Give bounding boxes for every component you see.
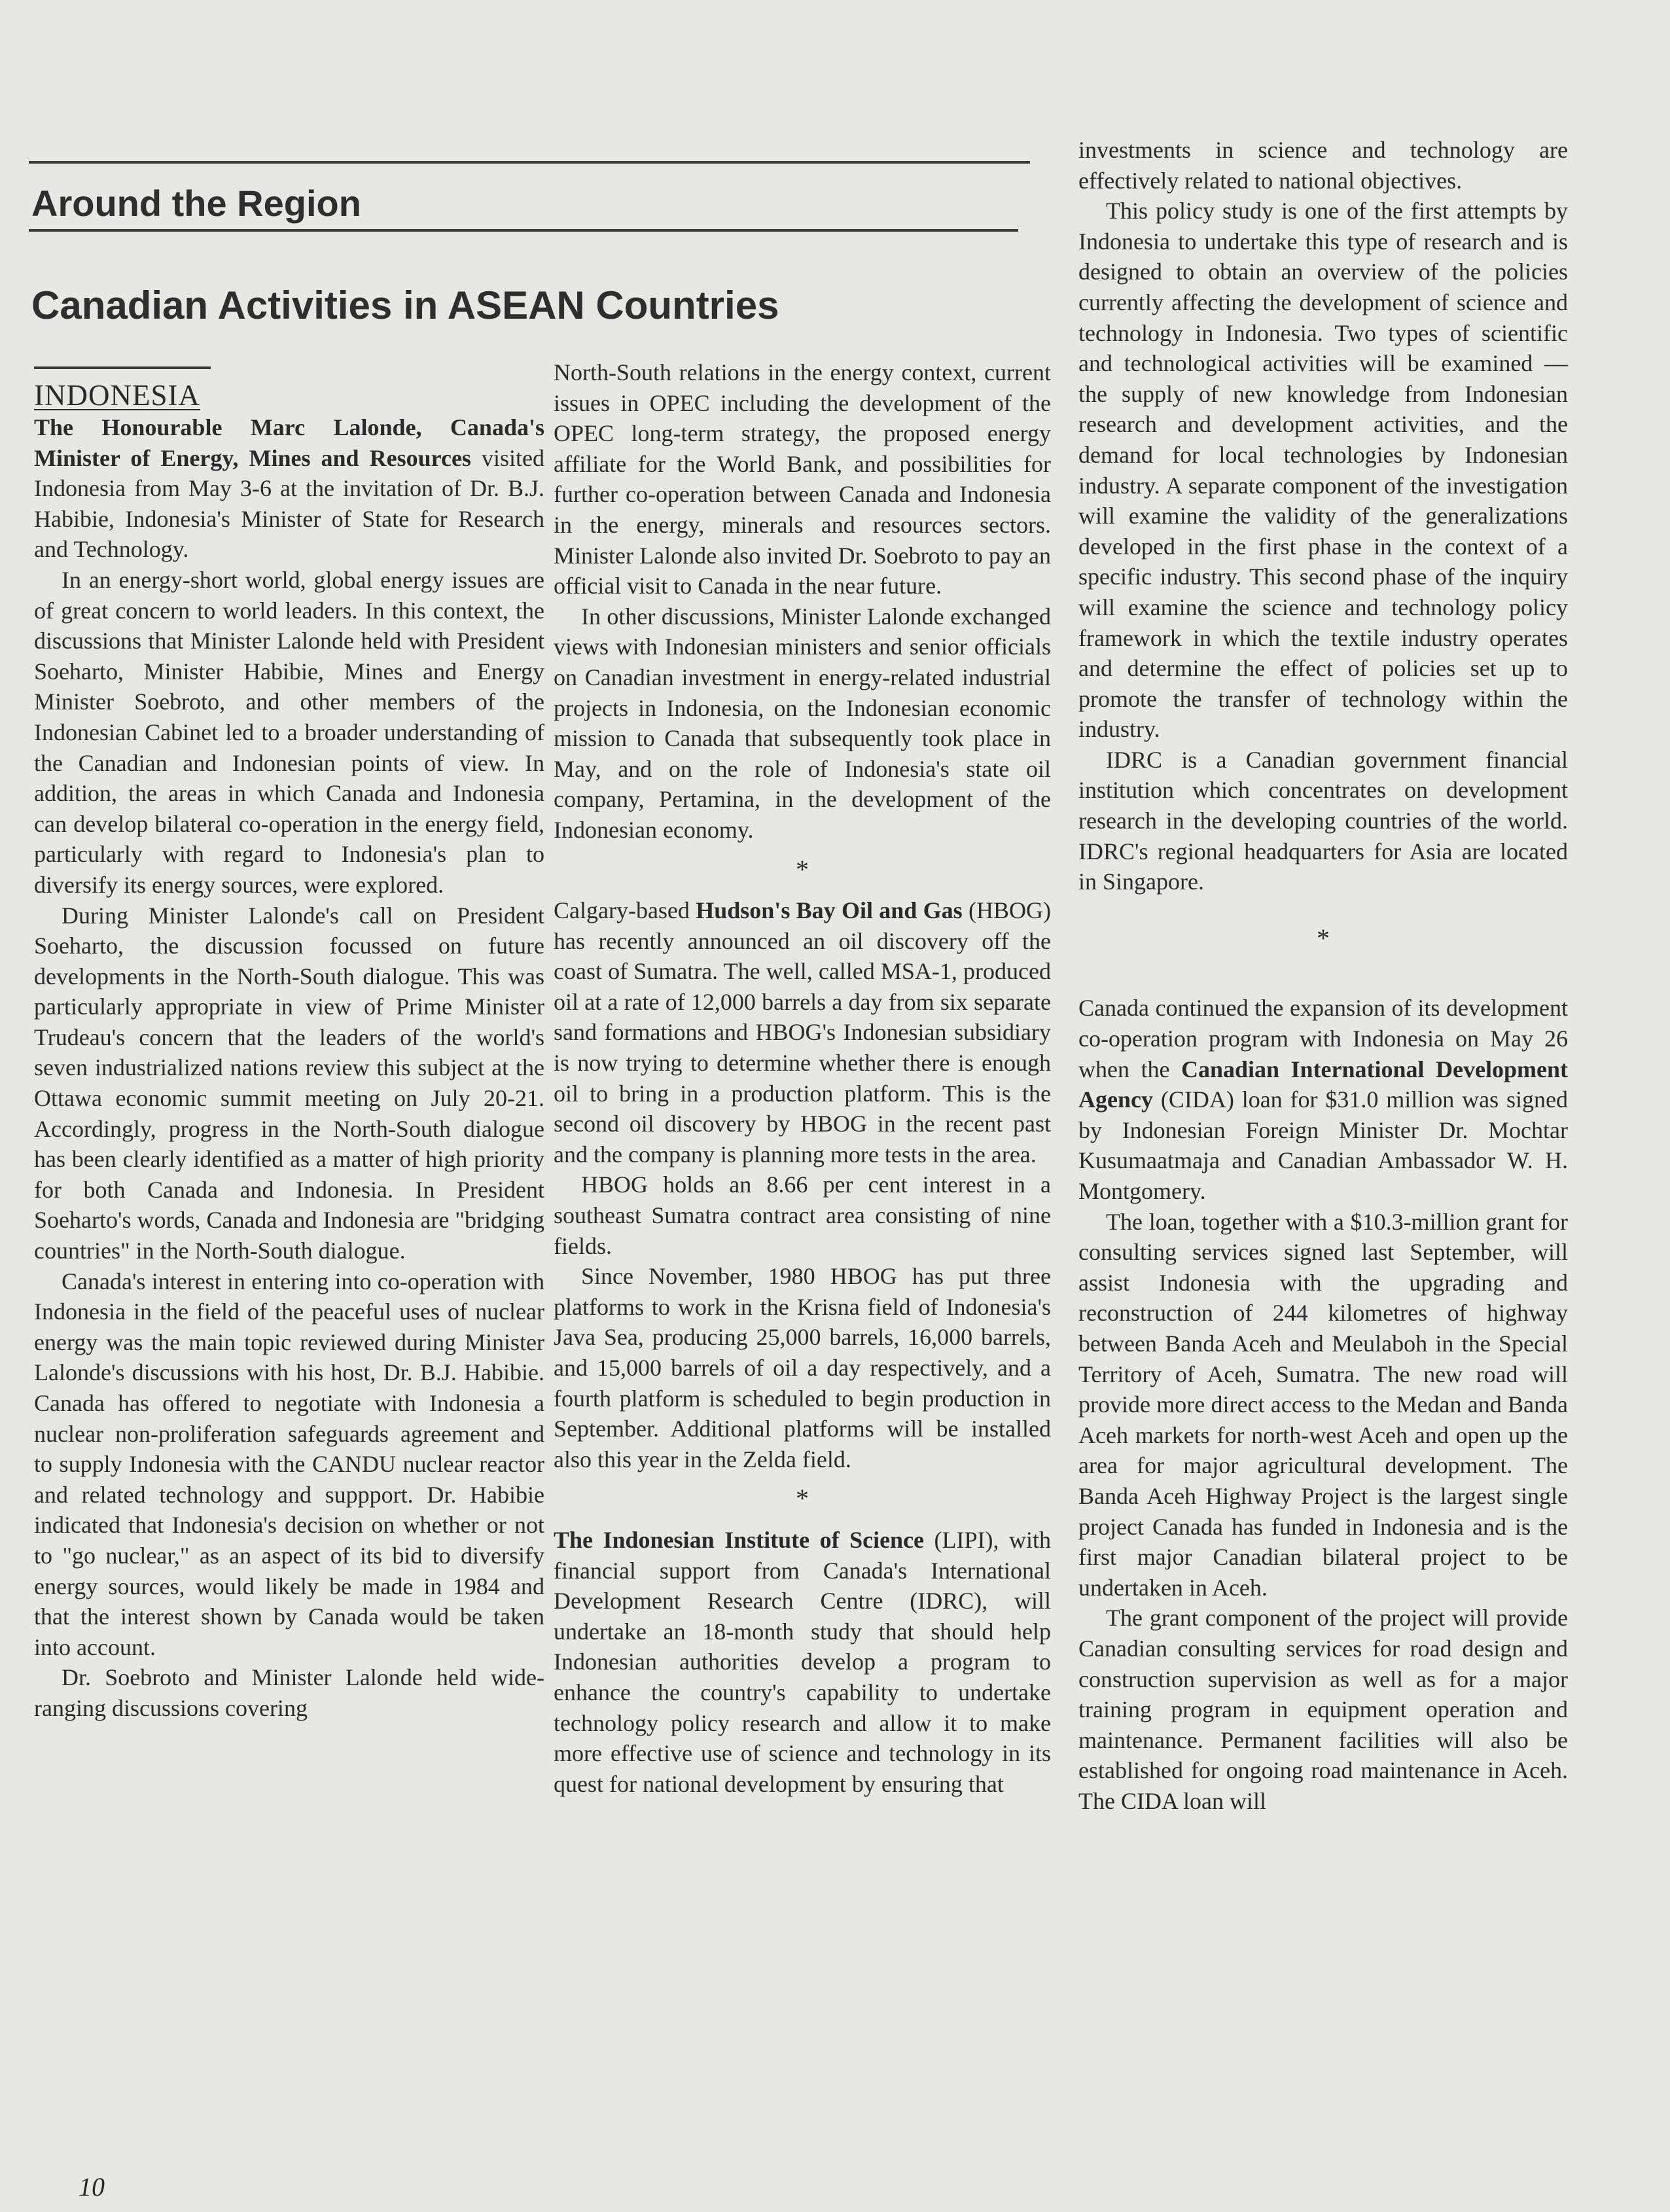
col3-paragraph-4 — [1078, 993, 1568, 1206]
col2-paragraph-4: HBOG holds an 8.66 per cent interest in a southeast Sumatra contract area consisting of nine fields. — [554, 1171, 1051, 1259]
col2-p3-pre: Calgary-based — [554, 897, 696, 924]
separator-star: * — [796, 1484, 809, 1514]
col1-p1-rest: visited Indonesia from May 3-6 at the invitation of Dr. B.J. Habibie, Indonesia's Minister of State for Research and Technology. — [34, 444, 544, 563]
col3-p4-rest: (CIDA) loan for $31.0 million was signed by Indonesian Foreign Minister Dr. Mochtar Kusumaatmaja and Canadian Ambassador W. H. Montgomery. — [1078, 1086, 1568, 1204]
cida-name-bold: Canadian International Development Agency — [1078, 1056, 1568, 1113]
col3-paragraph-1: investments in science and technology are effectively related to national objectives. — [1078, 137, 1568, 194]
article-title: Canadian Activities in ASEAN Countries — [31, 283, 779, 327]
col3-paragraph-5: The loan, together with a $10.3-million grant for consulting services signed last September, will assist Indonesia with the upgrading and reconstruction of 244 kilometres of highway between Banda Aceh and Meulaboh in the Special Territory of Aceh, Sumatra. The new road will provide more direct access to the Medan and Banda Aceh markets for north-west Aceh and open up the area for major agricultural development. The Banda Aceh Highway Project is the largest single project Canada has funded in Indonesia and is the first major Canadian bilateral project to be undertaken in Aceh. — [1078, 1208, 1568, 1601]
separator-star: * — [1317, 923, 1330, 953]
col3-paragraph-2: This policy study is one of the first attempts by Indonesia to undertake this type of research and is designed to obtain an overview of the policies currently affecting the development of science and technology in Indonesia. Two types of scientific and technological activities will be examined — the supply of new knowledge from Indonesian research and development activities, and the demand for local technologies by Indonesian industry. A separate component of the investigation will examine the validity of the generalizations developed in the first phase in the context of a specific industry. This second phase of the inquiry will examine the science and technology policy framework in which the textile industry operates and determine the effect of policies set up to promote the transfer of technology within the industry. — [1078, 198, 1568, 743]
col3-paragraph-6: The grant component of the project will provide Canadian consulting services for road design and construction supervision as well as for a major training program in equipment operation and maintenance. Permanent facilities will also be established for ongoing road maintenance in Aceh. The CIDA loan will — [1078, 1605, 1568, 1814]
col1-paragraph-4: Canada's interest in entering into co-operation with Indonesia in the field of the peaceful uses of nuclear energy was the main topic reviewed during Minister Lalonde's discussions with his host, Dr. B.J. Habibie. Canada has offered to negotiate with Indonesia a nuclear non-proliferation safeguards agreement and to supply Indonesia with the CANDU nuclear reactor and related technology and suppport. Dr. Habibie indicated that Indonesia's decision on whether or not to "go nuclear," as an aspect of its bid to diversify energy sources, would likely be made in 1984 and that the interest shown by Canada would be taken into account. — [34, 1268, 544, 1660]
col2-p6-rest: (LIPI), with financial support from Canada's International Development Research Centre (IDRC), will undertake an 18-month study that should help Indonesian authorities develop a program to enhance the country's capability to undertake technology policy research and allow it to make more effective use of science and technology in its quest for national development by ensuring that — [554, 1526, 1052, 1797]
separator-star: * — [796, 854, 809, 884]
column-3 — [1078, 135, 1568, 1816]
col2-p3-rest: (HBOG) has recently announced an oil discovery off the coast of Sumatra. The well, called MSA-1, produced oil at a rate of 12,000 barrels a day from six separate sand formations and HBOG's Indonesian subsidiary is now trying to determine whether there is enough oil to bring in a production platform. This is the second oil discovery by HBOG in the recent past and the company is planning more tests in the area. — [554, 897, 1051, 1168]
col3-paragraph-3: IDRC is a Canadian government financial institution which concentrates on development research in the developing countries of the world. IDRC's regional headquarters for Asia are located in Singapore. — [1078, 746, 1568, 895]
country-heading: INDONESIA — [34, 366, 544, 412]
col2-paragraph-3 — [554, 895, 1051, 1169]
lipi-name-bold: The Indonesian Institute of Science — [554, 1526, 925, 1553]
section-header: Around the Region — [31, 183, 361, 224]
header-top-rule — [29, 161, 1030, 164]
col1-paragraph-3: During Minister Lalonde's call on President Soeharto, the discussion focussed on future developments in the North-South dialogue. This was particularly appropriate in view of Prime Minister Trudeau's concern that the leaders of the world's seven industrialized nations review this subject at the Ottawa economic summit meeting on July 20-21. Accordingly, progress in the North-South dialogue has been clearly identified as a matter of high priority for both Canada and Indonesia. In President Soeharto's words, Canada and Indonesia are "bridging countries" in the North-South dialogue. — [34, 902, 544, 1264]
col2-paragraph-5: Since November, 1980 HBOG has put three platforms to work in the Krisna field of Indonesia's Java Sea, producing 25,000 barrels, 16,000 barrels, and 15,000 barrels of oil a day respectively, and a fourth platform is scheduled to begin production in September. Additional platforms will be installed also this year in the Zelda field. — [554, 1263, 1051, 1472]
col2-paragraph-1: North-South relations in the energy context, current issues in OPEC including the development of the OPEC long-term strategy, the proposed energy affiliate for the World Bank, and possibilities for further co-operation between Canada and Indonesia in the energy, minerals and resources sectors. Minister Lalonde also invited Dr. Soebroto to pay an official visit to Canada in the near future. — [554, 359, 1051, 599]
header-bottom-rule — [29, 229, 1018, 232]
col1-paragraph-1 — [34, 412, 544, 565]
column-1 — [34, 366, 544, 1724]
col2-paragraph-2: In other discussions, Minister Lalonde exchanged views with Indonesian ministers and senior officials on Canadian investment in energy-related industrial projects in Indonesia, on the Indonesian economic mission to Canada that subsequently took place in May, and on the role of Indonesia's state oil company, Pertamina, in the development of the Indonesian economy. — [554, 603, 1051, 843]
hbog-name-bold: Hudson's Bay Oil and Gas — [696, 897, 963, 924]
col1-paragraph-2: In an energy-short world, global energy issues are of great concern to world leaders. In this context, the discussions that Minister Lalonde held with President Soeharto, Minister Habibie, Mines and Energy Minister Soebroto, and other members of the Indonesian Cabinet led to a broader understanding of the Canadian and Indonesian points of view. In addition, the areas in which Canada and Indonesia can develop bilateral co-operation in the energy field, particularly with regard to Indonesia's plan to diversify its energy sources, were explored. — [34, 566, 544, 898]
col2-paragraph-6 — [554, 1525, 1051, 1799]
column-2 — [554, 357, 1051, 1799]
minister-name-bold: The Honourable Marc Lalonde, Canada's Minister of Energy, Mines and Resources — [34, 414, 544, 471]
page-number: 10 — [79, 2172, 105, 2202]
col3-p4-pre: Canada continued the expansion of its development co-operation program with Indonesia on May 26 when the — [1078, 995, 1568, 1082]
col1-paragraph-5: Dr. Soebroto and Minister Lalonde held wide-ranging discussions covering — [34, 1664, 544, 1721]
